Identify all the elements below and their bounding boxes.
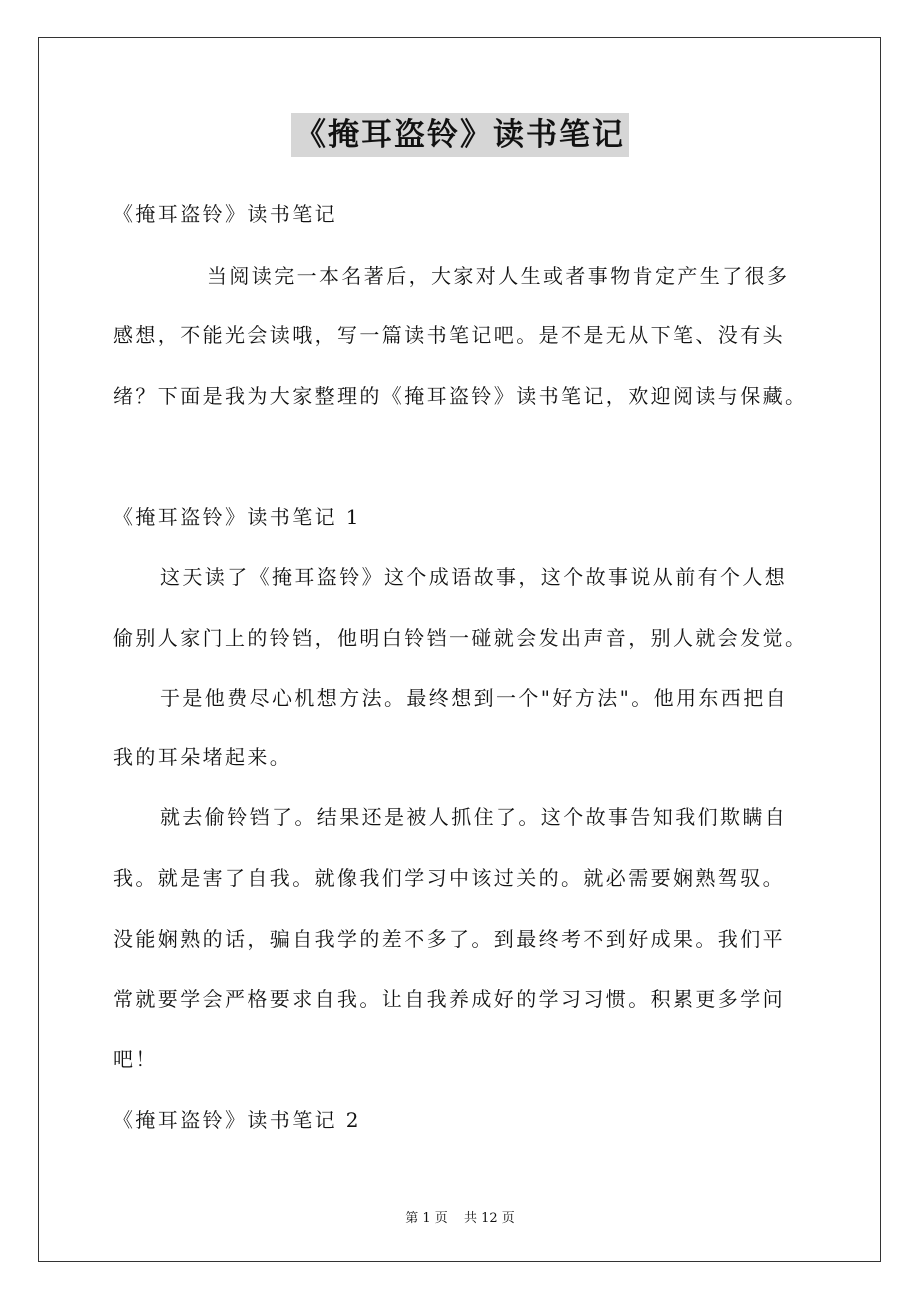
page-total: 共 12 页: [463, 1211, 515, 1226]
paragraph-line: 就去偷铃铛了。结果还是被人抓住了。这个故事告知我们欺瞒自: [160, 805, 788, 829]
paragraph-line: 绪？下面是我为大家整理的《掩耳盗铃》读书笔记，欢迎阅读与保藏。: [113, 384, 808, 408]
paragraph-line: 感想，不能光会读哦，写一篇读书笔记吧。是不是无从下笔、没有头: [113, 323, 785, 347]
paragraph-line: 当阅读完一本名著后，大家对人生或者事物肯定产生了很多: [207, 264, 790, 288]
paragraph-line: 常就要学会严格要求自我。让自我养成好的学习习惯。积累更多学问: [113, 987, 785, 1011]
title-container: [0, 113, 920, 157]
paragraph-line: 没能娴熟的话，骗自我学的差不多了。到最终考不到好成果。我们平: [113, 927, 785, 951]
paragraph-line: 我的耳朵堵起来。: [113, 745, 293, 769]
section-heading-1: 《掩耳盗铃》读书笔记 1: [113, 505, 361, 529]
section-heading-2: 《掩耳盗铃》读书笔记 2: [113, 1108, 361, 1132]
subtitle-line: 《掩耳盗铃》读书笔记: [113, 202, 337, 226]
paragraph-line: 我。就是害了自我。就像我们学习中该过关的。就必需要娴熟驾驭。: [113, 866, 785, 890]
document-title: 《掩耳盗铃》读书笔记: [291, 113, 629, 157]
paragraph-line: 这天读了《掩耳盗铃》这个成语故事，这个故事说从前有个人想: [160, 565, 788, 589]
paragraph-line: 吧！: [113, 1047, 158, 1071]
paragraph-line: 于是他费尽心机想方法。最终想到一个"好方法"。他用东西把自: [160, 686, 788, 710]
paragraph-line: 偷别人家门上的铃铛，他明白铃铛一碰就会发出声音，别人就会发觉。: [113, 626, 808, 650]
page-number: 第 1 页: [405, 1211, 448, 1226]
page-footer: [0, 1207, 920, 1226]
